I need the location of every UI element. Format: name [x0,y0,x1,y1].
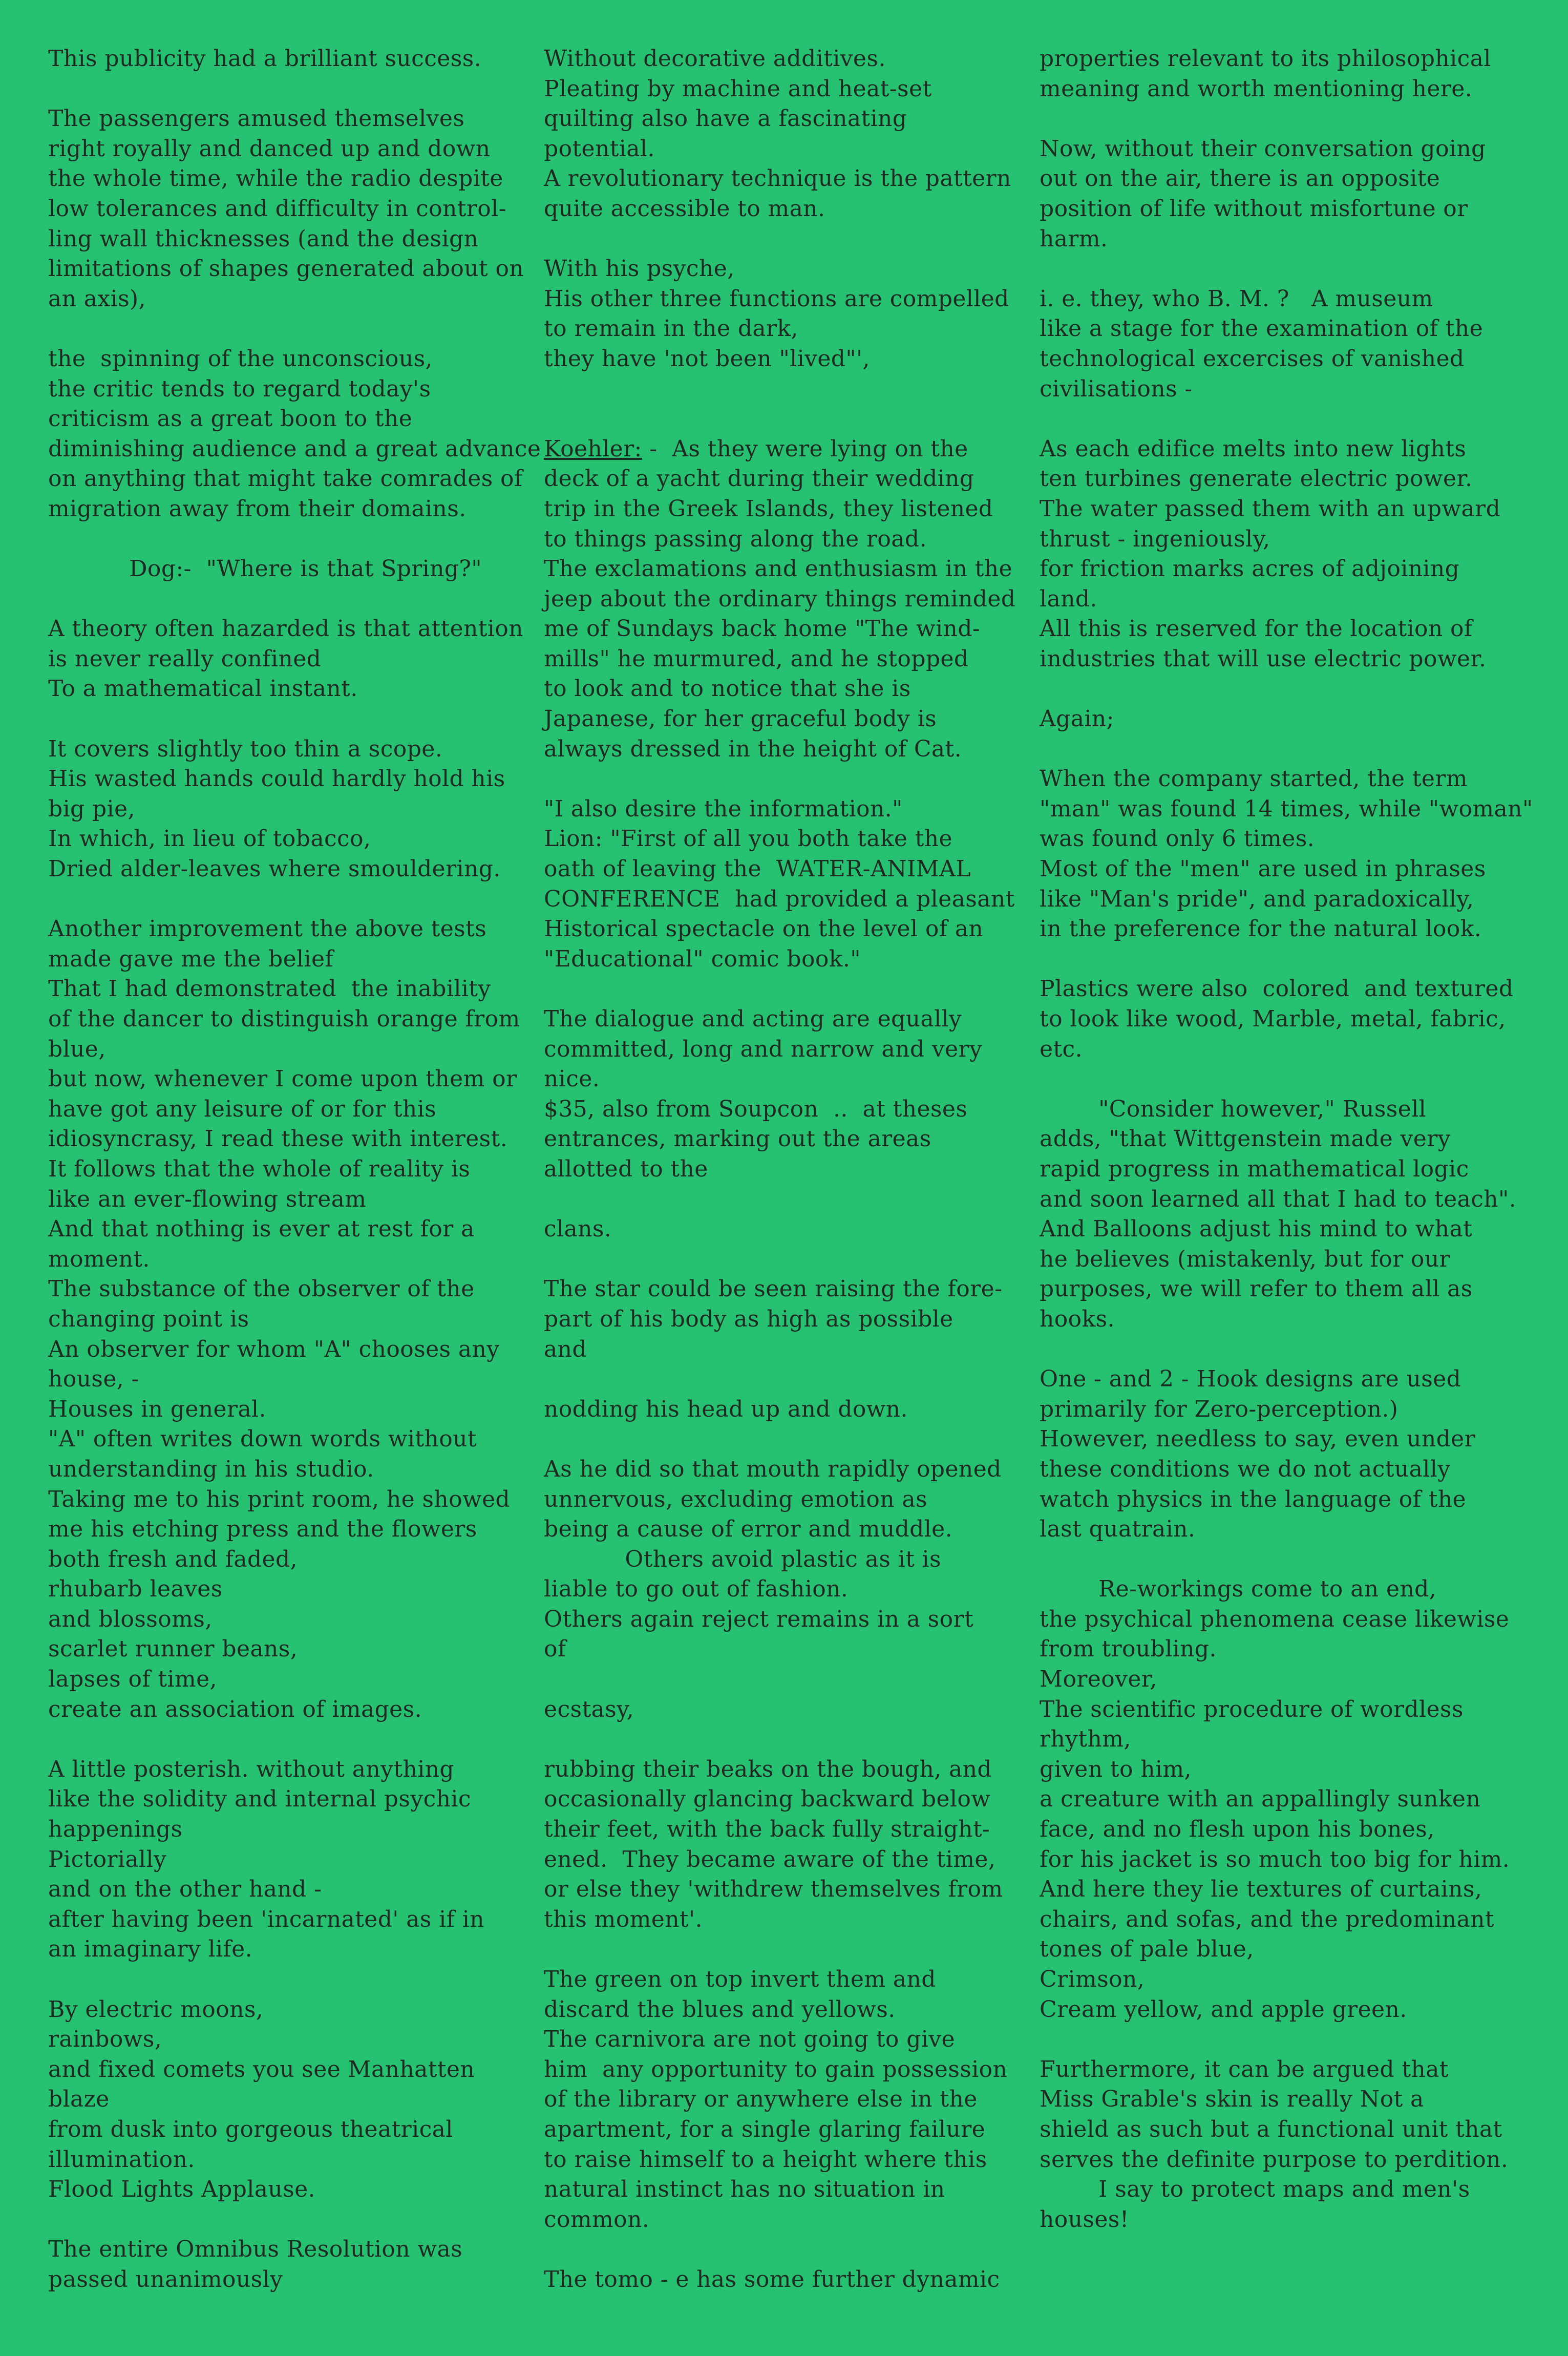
text-line: on anything that might take comrades of [48,466,523,492]
text-line: The water passed them with an upward [1040,495,1501,522]
text-line: understanding in his studio. [48,1456,374,1482]
blank-line [544,974,1025,1004]
text-line: Most of the "men" are used in phrases [1040,856,1486,882]
text-line: As he did so that mouth rapidly opened [544,1456,1002,1482]
blank-line [48,1965,540,1995]
text-line: Plastics were also colored and textured [1040,976,1514,1002]
text-line: Miss Grable's skin is really Not a [1040,2086,1424,2113]
blank-line [544,1185,1025,1215]
text-line: To a mathematical instant. [48,676,358,702]
text-line: a creature with an appallingly sunken [1040,1786,1481,1813]
text-line: liable to go out of fashion. [544,1576,849,1603]
text-line: happenings [48,1816,183,1843]
text-line: entrances, marking out the areas [544,1126,931,1152]
text-line: watch physics in the language of the [1040,1486,1466,1512]
text-line: With his psyche, [544,256,735,282]
text-line: The entire Omnibus Resolution was [48,2236,463,2263]
text-line: Japanese, for her graceful body is [544,706,937,732]
text-line: scarlet runner beans, [48,1636,298,1663]
blank-line [48,524,540,555]
blank-line [1040,104,1541,134]
text-line: Houses in general. [48,1396,266,1422]
text-line: And Balloons adjust his mind to what [1040,1216,1473,1243]
text-line: but now, whenever I come upon them or [48,1066,517,1092]
text-line: the psychical phenomena cease likewise [1040,1606,1510,1632]
blank-line [1040,734,1541,765]
text-line: oath of leaving the WATER-ANIMAL [544,856,971,882]
text-line: and [544,1336,587,1362]
text-line: ten turbines generate electric power. [1040,466,1473,492]
blank-line [544,1665,1025,1695]
blank-line [1040,674,1541,704]
text-line: big pie, [48,795,135,822]
text-line: land. [1040,585,1097,612]
text-line: common. [544,2206,650,2233]
text-line: these conditions we do not actually [1040,1456,1451,1482]
text-line: create an association of images. [48,1696,422,1722]
text-line: deck of a yacht during their wedding [544,466,974,492]
text-line: the critic tends to regard today's [48,375,431,402]
text-line: chairs, and sofas, and the predominant [1040,1906,1494,1932]
text-line: Dog:- "Where is that Spring?" [48,556,482,582]
text-line: in the preference for the natural look. [1040,916,1482,942]
text-line: rainbows, [48,2026,162,2053]
text-line: "I also desire the information." [544,795,903,822]
text-line: is never really confined [48,645,322,672]
text-line: given to him, [1040,1756,1192,1782]
text-line: to look like wood, Marble, metal, fabric, [1040,1006,1506,1032]
text-line: discard the blues and yellows. [544,1996,896,2023]
blank-line [544,1424,1025,1455]
text-line: technological excercises of vanished [1040,345,1465,372]
text-line: to things passing along the road. [544,525,927,552]
text-line: i. e. they, who B. M. ? A museum [1040,285,1433,312]
text-line: this moment'. [544,1906,703,1932]
text-line: The green on top invert them and [544,1966,936,1992]
text-line: I say to protect maps and men's [1040,2176,1470,2203]
text-line: His other three functions are compelled [544,285,1009,312]
text-line: made gave me the belief [48,945,334,972]
text-line: An observer for whom "A" chooses any [48,1336,500,1362]
text-line: Taking me to his print room, he showed [48,1486,511,1512]
text-line: Historical spectacle on the level of an [544,916,984,942]
text-line: for his jacket is so much too big for him. [1040,1846,1510,1873]
blank-line [544,1724,1025,1755]
text-line: The scientific procedure of wordless [1040,1696,1464,1722]
text-line: The dialogue and acting are equally [544,1006,962,1032]
text-line: This publicity had a brilliant success. [48,46,482,72]
text-line: One - and 2 - Hook designs are used [1040,1366,1461,1393]
text-line: All this is reserved for the location of [1040,616,1473,642]
text-line: an imaginary life. [48,1936,252,1963]
blank-line [1040,254,1541,284]
text-column-middle [544,44,1025,2295]
text-line: primarily for Zero-perception.) [1040,1396,1399,1422]
blank-line [1040,944,1541,975]
blank-line [48,74,540,104]
text-line: properties relevant to its philosophical [1040,46,1491,72]
text-line: industries that will use electric power. [1040,645,1487,672]
text-line: adds, "that Wittgenstein made very [1040,1126,1451,1152]
text-line: It follows that the whole of reality is [48,1155,471,1182]
text-line: diminishing audience and a great advance [48,435,541,462]
text-line: And that nothing is ever at rest for a [48,1216,475,1243]
text-line: idiosyncrasy, I read these with interest. [48,1126,508,1152]
text-column-left [48,44,540,2295]
text-line: A little posterish. without anything [48,1756,454,1782]
text-line: the spinning of the unconscious, [48,345,433,372]
blank-line [544,224,1025,255]
text-line: like the solidity and internal psychic [48,1786,471,1813]
text-line: was found only 6 times. [1040,826,1315,852]
text-line: allotted to the [544,1155,708,1182]
text-line: have got any leisure of or for this [48,1096,437,1122]
text-line: low tolerances and difficulty in control- [48,195,506,222]
text-line: That I had demonstrated the inability [48,976,491,1002]
text-line: rubbing their beaks on the bough, and [544,1756,992,1782]
text-line: The substance of the observer of the [48,1276,475,1302]
text-line: Cream yellow, and apple green. [1040,1996,1407,2023]
text-line: In which, in lieu of tobacco, [48,826,371,852]
blank-line [1040,2025,1541,2055]
text-line: meaning and worth mentioning here. [1040,75,1473,102]
text-line: their feet, with the back fully straight- [544,1816,990,1843]
blank-line [48,584,540,615]
text-line: harm. [1040,225,1108,252]
text-line: serves the definite purpose to perdition. [1040,2146,1509,2173]
text-line: the whole time, while the radio despite [48,165,503,192]
text-line: unnervous, excluding emotion as [544,1486,927,1512]
text-line: me his etching press and the flowers [48,1516,477,1543]
text-line: civilisations - [1040,375,1193,402]
text-line: last quatrain. [1040,1516,1196,1543]
text-line: Again; [1040,706,1114,732]
text-line: The tomo - e has some further dynamic [544,2266,1000,2292]
text-line: Now, without their conversation going [1040,135,1486,162]
text-line: and soon learned all that I had to teach". [1040,1186,1517,1212]
text-line: houses! [1040,2206,1129,2233]
text-line: "A" often writes down words without [48,1426,477,1453]
text-line: always dressed in the height of Cat. [544,735,962,762]
text-line: like "Man's pride", and paradoxically, [1040,886,1474,912]
text-line: The passengers amused themselves [48,106,465,132]
text-line: to look and to notice that she is [544,676,911,702]
text-line: Moreover, [1040,1666,1157,1693]
text-line: A revolutionary technique is the pattern [544,165,1011,192]
text-line: being a cause of error and muddle. [544,1516,952,1543]
text-line: committed, long and narrow and very [544,1036,983,1062]
text-line: CONFERENCE had provided a pleasant [544,886,1015,912]
blank-line [544,2235,1025,2265]
text-line: shield as such but a functional unit that [1040,2116,1502,2142]
text-line: position of life without misfortune or [1040,195,1468,222]
blank-line [48,314,540,344]
blank-line [1040,404,1541,434]
blank-line [1040,1064,1541,1095]
text-line: rhythm, [1040,1726,1131,1753]
blank-line [48,1724,540,1755]
text-line: and fixed comets you see Manhatten [48,2056,475,2082]
text-line: like a stage for the examination of the [1040,315,1484,342]
text-line: quilting also have a fascinating [544,106,907,132]
text-line: Flood Lights Applause. [48,2176,315,2203]
blank-line [48,2205,540,2235]
text-line: or else they 'withdrew themselves from [544,1876,1003,1903]
text-line: blue, [48,1036,106,1062]
text-line: Others avoid plastic as it is [544,1546,942,1572]
text-line: Another improvement the above tests [48,916,487,942]
text-line: "man" was found 14 times, while "woman" [1040,795,1533,822]
text-line: of the dancer to distinguish orange from [48,1006,520,1032]
text-line: rapid progress in mathematical logic [1040,1155,1469,1182]
text-line: for friction marks acres of adjoining [1040,556,1460,582]
text-line: migration away from their domains. [48,495,467,522]
text-line: A theory often hazarded is that attention [48,616,523,642]
text-line: criticism as a great boon to the [48,406,413,432]
text-line: It covers slightly too thin a scope. [48,735,443,762]
text-line: However, needless to say, even under [1040,1426,1476,1453]
text-line: etc. [1040,1036,1083,1062]
text-line: ened. They became aware of the time, [544,1846,996,1873]
text-line: house, - [48,1366,139,1393]
text-line: thrust - ingeniously, [1040,525,1270,552]
text-line: When the company started, the term [1040,766,1468,792]
text-line: ling wall thicknesses (and the design [48,225,479,252]
text-line: apartment, for a single glaring failure [544,2116,986,2142]
text-line: from dusk into gorgeous theatrical [48,2116,453,2142]
text-line: face, and no flesh upon his bones, [1040,1816,1435,1843]
text-line: me of Sundays back home "The wind- [544,616,981,642]
text-line: Koehler: - As they were lying on the [544,435,968,462]
text-line: to raise himself to a height where this [544,2146,987,2173]
text-line: Pleating by machine and heat-set [544,75,932,102]
text-line: jeep about the ordinary things reminded [544,585,1016,612]
blank-line [1040,1335,1541,1365]
text-line: tones of pale blue, [1040,1936,1254,1963]
blank-line [544,1934,1025,1965]
text-line: hooks. [1040,1306,1115,1332]
text-line: like an ever-flowing stream [48,1186,367,1212]
text-line: mills" he murmured, and he stopped [544,645,969,672]
speaker-name: Koehler: [544,435,642,462]
text-line: occasionally glancing backward below [544,1786,991,1813]
text-line: part of his body as high as possible [544,1306,953,1332]
blank-line [544,1245,1025,1275]
text-line: The star could be seen raising the fore- [544,1276,1003,1302]
text-line: an axis), [48,285,146,312]
text-line: Lion: "First of all you both take the [544,826,952,852]
text-line: limitations of shapes generated about on [48,256,524,282]
blank-line [48,885,540,915]
text-line: As each edifice melts into new lights [1040,435,1467,462]
blank-line [544,374,1025,405]
text-line: Crimson, [1040,1966,1145,1992]
blank-line [48,704,540,734]
text-line: Re-workings come to an end, [1040,1576,1437,1603]
text-line: potential. [544,135,655,162]
text-line: changing point is [48,1306,249,1332]
text-line: $35, also from Soupcon .. at theses [544,1096,968,1122]
text-line: they have 'not been "lived"', [544,345,870,372]
text-line: from troubling. [1040,1636,1217,1663]
text-line: By electric moons, [48,1996,264,2023]
text-line: The exclamations and enthusiasm in the [544,556,1012,582]
text-line: "Consider however," Russell [1040,1096,1427,1122]
text-line: illumination. [48,2146,195,2173]
text-line: The carnivora are not going to give [544,2026,955,2053]
text-line: right royally and danced up and down [48,135,491,162]
text-line: clans. [544,1216,612,1243]
text-line: to remain in the dark, [544,315,798,342]
text-line: ecstasy, [544,1696,634,1722]
text-line: rhubarb leaves [48,1576,223,1603]
text-column-right [1040,44,1541,2235]
text-line: nice. [544,1066,600,1092]
blank-line [544,1364,1025,1395]
text-line: natural instinct has no situation in [544,2176,945,2203]
text-line: And here they lie textures of curtains, [1040,1876,1482,1903]
text-line: of the library or anywhere else in the [544,2086,978,2113]
text-line: of [544,1636,566,1663]
text-line: Pictorially [48,1846,167,1873]
text-line: His wasted hands could hardly hold his [48,766,505,792]
text-line: he believes (mistakenly, but for our [1040,1246,1450,1272]
text-line: after having been 'incarnated' as if in [48,1906,484,1932]
text-line: "Educational" comic book." [544,945,861,972]
text-line: both fresh and faded, [48,1546,298,1572]
text-line: Furthermore, it can be argued that [1040,2056,1449,2082]
text-line: blaze [48,2086,110,2113]
text-line: Others again reject remains in a sort [544,1606,974,1632]
text-line: nodding his head up and down. [544,1396,908,1422]
text-line: quite accessible to man. [544,195,825,222]
text-line: Dried alder-leaves where smouldering. [48,856,501,882]
text-line: moment. [48,1246,150,1272]
text-line: passed unanimously [48,2266,283,2292]
blank-line [544,404,1025,434]
text-line: Without decorative additives. [544,46,886,72]
text-line: lapses of time, [48,1666,217,1693]
blank-line [1040,1545,1541,1575]
text-line: and on the other hand - [48,1876,322,1903]
blank-line [544,764,1025,794]
text-line: purposes, we will refer to them all as [1040,1276,1473,1302]
text-line: him any opportunity to gain possession [544,2056,1008,2082]
text-line: and blossoms, [48,1606,213,1632]
text-line: trip in the Greek Islands, they listened [544,495,993,522]
text-line: out on the air, there is an opposite [1040,165,1440,192]
